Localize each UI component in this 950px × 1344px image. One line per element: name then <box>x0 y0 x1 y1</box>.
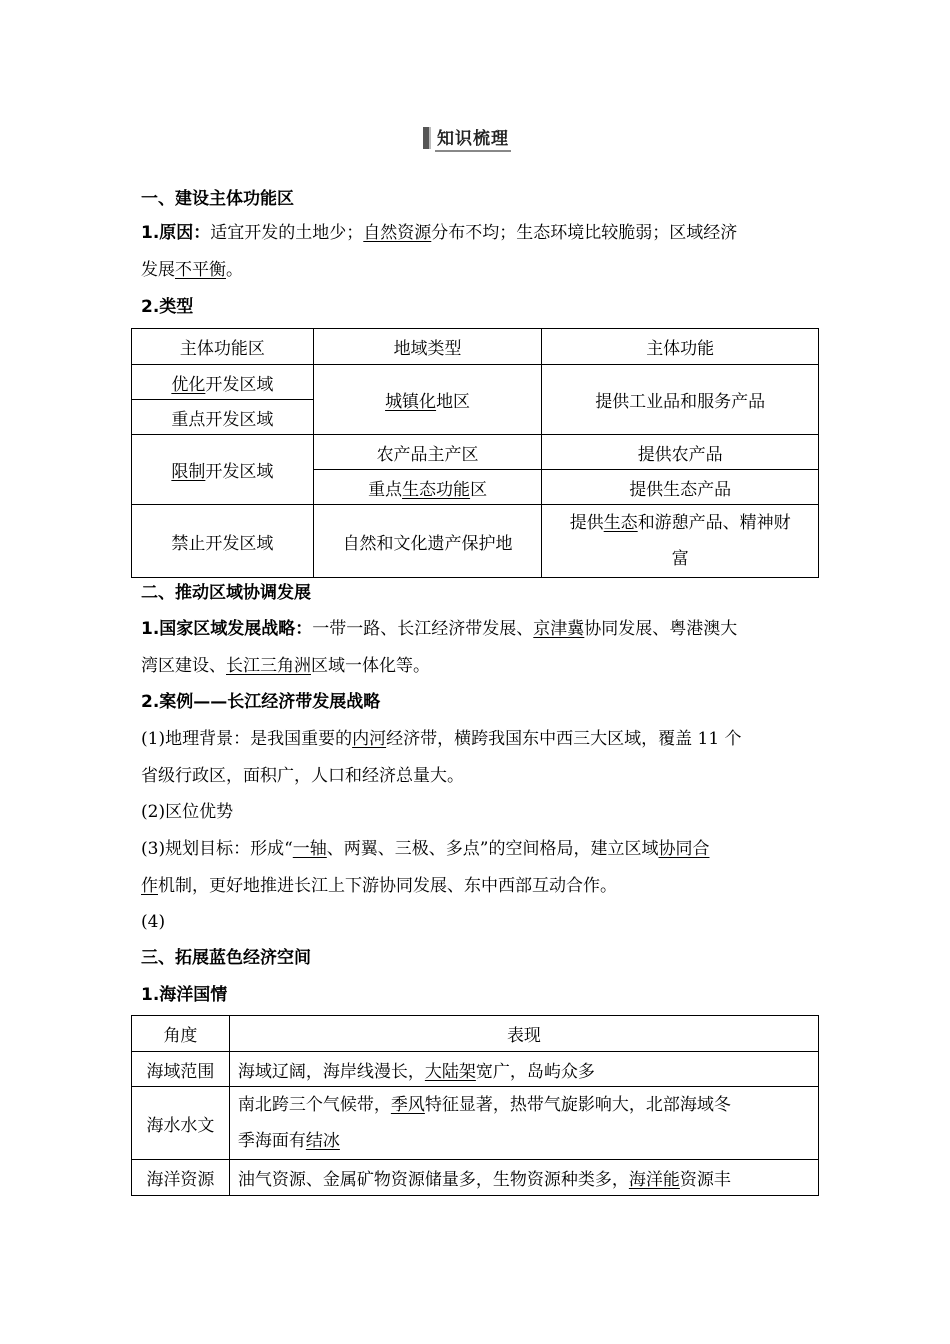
table-cell: 重点生态功能区 <box>313 470 542 505</box>
section-banner <box>423 126 511 150</box>
table-cell: 海域辽阔，海岸线漫长，大陆架宽广，岛屿众多 <box>229 1052 818 1087</box>
banner-title: 知识梳理 <box>435 124 511 152</box>
item4: (4) <box>141 912 166 932</box>
section2-heading: 二、推动区域协调发展 <box>141 583 311 603</box>
table-header: 主体功能区 <box>132 329 314 365</box>
plan-line1: (3)规划目标：形成“一轴、两翼、三极、多点”的空间格局，建立区域协同合 <box>141 839 710 859</box>
case-heading: 2.案例——长江经济带发展战略 <box>141 692 381 712</box>
table-cell: 海域范围 <box>132 1052 230 1087</box>
reason-line2: 发展不平衡。 <box>141 260 243 280</box>
strategy-line1: 1.国家区域发展战略：一带一路、长江经济带发展、京津冀协同发展、粤港澳大 <box>141 619 738 639</box>
table-cell: 提供生态产品 <box>542 470 819 505</box>
section3-heading: 三、拓展蓝色经济空间 <box>141 948 311 968</box>
function-zone-table <box>131 328 819 578</box>
table-cell: 农产品主产区 <box>313 435 542 470</box>
types-heading: 2.类型 <box>141 297 194 317</box>
reason-line1: 1.原因：适宜开发的土地少；自然资源分布不均；生态环境比较脆弱；区域经济 <box>141 223 738 243</box>
plan-line2: 作机制，更好地推进长江上下游协同发展、东中西部互动合作。 <box>141 876 617 896</box>
ocean-table <box>131 1015 819 1196</box>
table-cell: 重点开发区域 <box>132 400 314 435</box>
location-advantage: (2)区位优势 <box>141 802 234 822</box>
table-cell: 南北跨三个气候带，季风特征显著，热带气旋影响大，北部海域冬 季海面有结冰 <box>229 1087 818 1160</box>
section1-heading: 一、建设主体功能区 <box>141 189 294 209</box>
table-header: 主体功能 <box>542 329 819 365</box>
table-cell: 自然和文化遗产保护地 <box>313 505 542 578</box>
table-header: 地域类型 <box>313 329 542 365</box>
table-cell: 城镇化地区 <box>313 365 542 435</box>
table-cell: 提供农产品 <box>542 435 819 470</box>
table-header: 角度 <box>132 1016 230 1052</box>
table-cell: 海洋资源 <box>132 1160 230 1196</box>
table-cell: 油气资源、金属矿物资源储量多，生物资源种类多，海洋能资源丰 <box>229 1160 818 1196</box>
background-line2: 省级行政区，面积广，人口和经济总量大。 <box>141 766 464 786</box>
table-cell: 提供生态和游憩产品、精神财 富 <box>542 505 819 578</box>
background-line1: (1)地理背景：是我国重要的内河经济带，横跨我国东中西三大区域，覆盖 11 个 <box>141 729 742 749</box>
table-cell: 海水水文 <box>132 1087 230 1160</box>
table-cell: 限制开发区域 <box>132 435 314 505</box>
ocean-subheading: 1.海洋国情 <box>141 985 228 1005</box>
table-header: 表现 <box>229 1016 818 1052</box>
table-cell: 提供工业品和服务产品 <box>542 365 819 435</box>
table-cell: 优化开发区域 <box>132 365 314 400</box>
banner-bar-icon <box>423 127 431 149</box>
table-cell: 禁止开发区域 <box>132 505 314 578</box>
strategy-line2: 湾区建设、长江三角洲区域一体化等。 <box>141 656 430 676</box>
